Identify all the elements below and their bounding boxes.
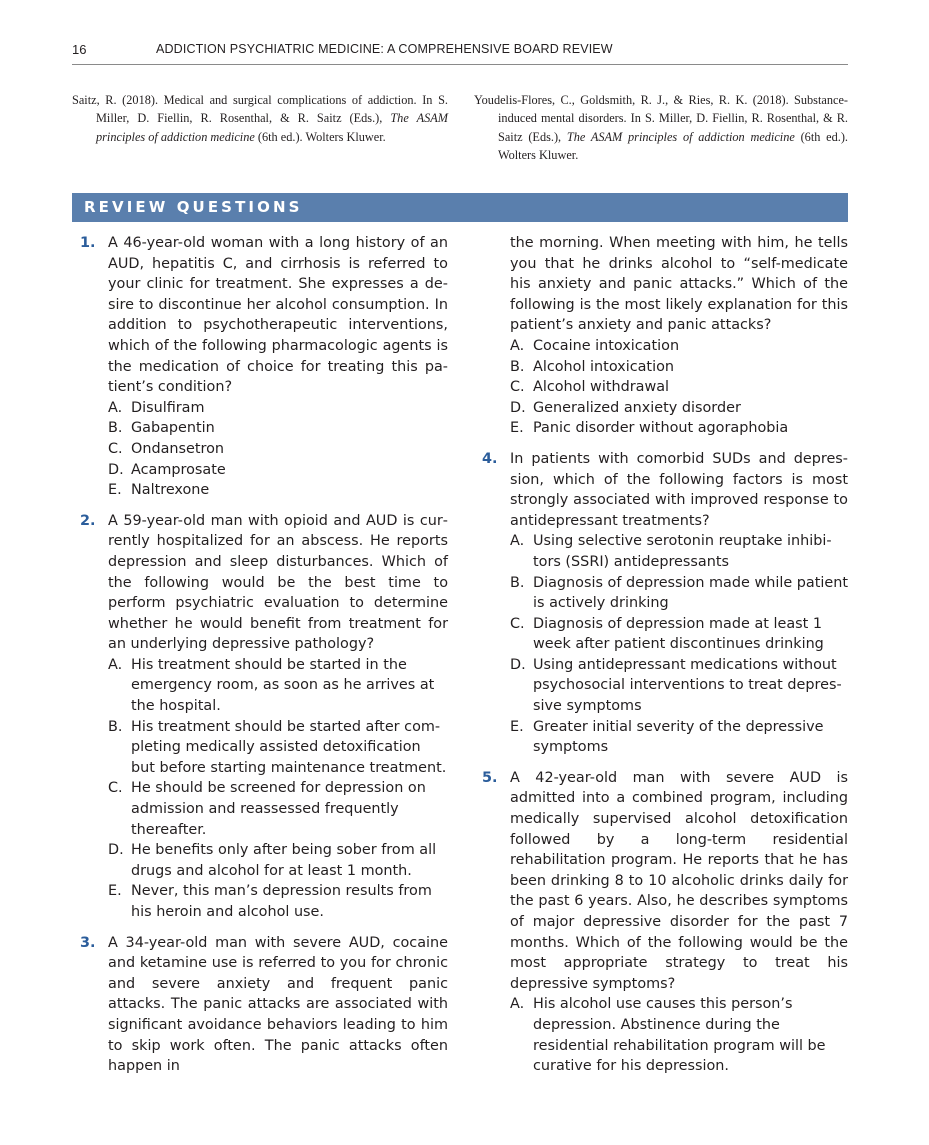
answer-option: C. Ondansetron bbox=[108, 440, 225, 457]
question-stem: A 46-year-old woman with a long history of an AUD, hepatitis C, and cirrhosis is referred to your clinic for treatment. She expresses a desire to discontinue her alcohol consumption. In addition to psychotherapeutic interventions, which of the following pharmacologic agents is the medication of choice for treating this patient’s condition? bbox=[108, 235, 448, 396]
answer-option: E. Panic disorder without agoraphobia bbox=[510, 420, 789, 437]
answer-options bbox=[510, 531, 848, 758]
answer-option: A. Cocaine intoxication bbox=[510, 337, 680, 354]
question-stem: A 42-year-old man with severe AUD is admitted into a combined program, including medically supervised alcohol detoxification followed by a long-term residential rehabilitation program. He reports that he has been drinking 8 to 10 alcoholic drinks daily for the past 6 years. Also, he describes symptoms of major depressive disorder for the past 7 months. Which of the following would be the most appropriate strategy to treat his depressive symptoms? bbox=[510, 769, 848, 992]
answer-option: E. Never, this man’s depression results from his heroin and alcohol use. bbox=[108, 883, 432, 920]
answer-option: D. He benefits only after being sober from all drugs and alcohol for at least 1 month. bbox=[108, 842, 437, 879]
question-3-continued bbox=[474, 233, 848, 439]
question-number: 3. bbox=[80, 934, 96, 951]
question-number: 1. bbox=[80, 235, 96, 251]
answer-options bbox=[108, 655, 448, 923]
section-banner bbox=[72, 193, 848, 222]
question-2 bbox=[72, 511, 448, 923]
answer-option: E. Naltrexone bbox=[108, 482, 210, 499]
question-5 bbox=[474, 768, 848, 1077]
question-number: 5. bbox=[482, 769, 498, 786]
section-title: REVIEW QUESTIONS bbox=[84, 198, 303, 216]
running-title: ADDICTION PSYCHIATRIC MEDICINE: A COMPREHENSIVE BOARD REVIEW bbox=[156, 42, 613, 56]
reference-book-title: The ASAM principles of addiction medicine bbox=[566, 129, 795, 144]
answer-option: D. Using antidepressant medications without psychosocial interventions to treat depressive symptoms bbox=[510, 656, 842, 715]
answer-option: B. Alcohol intoxication bbox=[510, 358, 674, 375]
answer-option: C. Alcohol withdrawal bbox=[510, 379, 670, 396]
question-stem: A 59-year-old man with opioid and AUD is currently hospitalized for an abscess. He reports depression and sleep disturbances. Which of the following would be the best time to perform psychiatric evaluation to determine whether he would benefit from treatment for an underlying depressive pathology? bbox=[108, 512, 448, 653]
answer-option: A. Using selective serotonin reuptake inhibitors (SSRI) antidepressants bbox=[510, 533, 832, 570]
running-header bbox=[72, 38, 848, 65]
reference-youdelis-flores: Youdelis-Flores, C., Goldsmith, R. J., & Ries, R. K. (2018). Substance-induced mental disorders. In S. Miller, D. Fiellin, R. Rosenthal, & R. Saitz (Eds.), The ASAM principles of addiction medicine (6th ed.). Wolters Kluwer. bbox=[474, 93, 848, 162]
answer-option: E. Greater initial severity of the depressive symptoms bbox=[510, 718, 824, 756]
question-1 bbox=[72, 233, 448, 501]
question-4 bbox=[474, 449, 848, 758]
question-stem-continued: the morning. When meeting with him, he tells you that he drinks alcohol to “self-medicate his anxiety and panic attacks.” Which of the following is the most likely explanation for this patient’s anxiety and panic attacks? bbox=[510, 235, 848, 334]
answer-option: C. He should be screened for depression on admission and reassessed frequently thereafter. bbox=[108, 780, 426, 838]
answer-option: A. His treatment should be started in the emergency room, as soon as he arrives at the hospital. bbox=[108, 656, 435, 715]
answer-options bbox=[510, 336, 848, 439]
answer-options bbox=[510, 994, 848, 1076]
answer-options bbox=[108, 398, 448, 501]
question-stem: In patients with comorbid SUDs and depression, which of the following factors is most strongly associated with improved response to antidepressant treatments? bbox=[510, 450, 848, 529]
question-stem: A 34-year-old man with severe AUD, cocaine and ketamine use is referred to you for chronic and severe anxiety and frequent panic attacks. The panic attacks are associated with significant avoidance behaviors leading to him to skip work often. The panic attacks often happen in bbox=[108, 934, 448, 1075]
question-number: 4. bbox=[482, 450, 498, 467]
right-column bbox=[474, 233, 848, 1087]
answer-option: A. His alcohol use causes this person’s depression. Abstinence during the residential rehabilitation program will be curative for his depression. bbox=[510, 996, 826, 1075]
question-number: 2. bbox=[80, 512, 96, 529]
answer-option: B. His treatment should be started after completing medically assisted detoxification but before starting maintenance treatment. bbox=[108, 718, 447, 776]
answer-option: B. Gabapentin bbox=[108, 420, 215, 437]
reference-book-title: The ASAM principles of addiction medicine bbox=[96, 111, 448, 144]
answer-option: D. Generalized anxiety disorder bbox=[510, 399, 741, 416]
left-column bbox=[72, 233, 448, 1087]
answer-option: A. Disulfiram bbox=[108, 399, 205, 416]
page-number: 16 bbox=[72, 42, 87, 57]
reference-saitz: Saitz, R. (2018). Medical and surgical complications of addiction. In S. Miller, D. Fiellin, R. Rosenthal, & R. Saitz (Eds.), The ASAM principles of addiction medicine (6th ed.). Wolters Kluwer. bbox=[72, 93, 448, 144]
answer-option: C. Diagnosis of depression made at least 1 week after patient discontinues drinking bbox=[510, 615, 824, 653]
answer-option: B. Diagnosis of depression made while patient is actively drinking bbox=[510, 574, 848, 612]
answer-option: D. Acamprosate bbox=[108, 461, 226, 478]
question-3 bbox=[72, 933, 448, 1077]
